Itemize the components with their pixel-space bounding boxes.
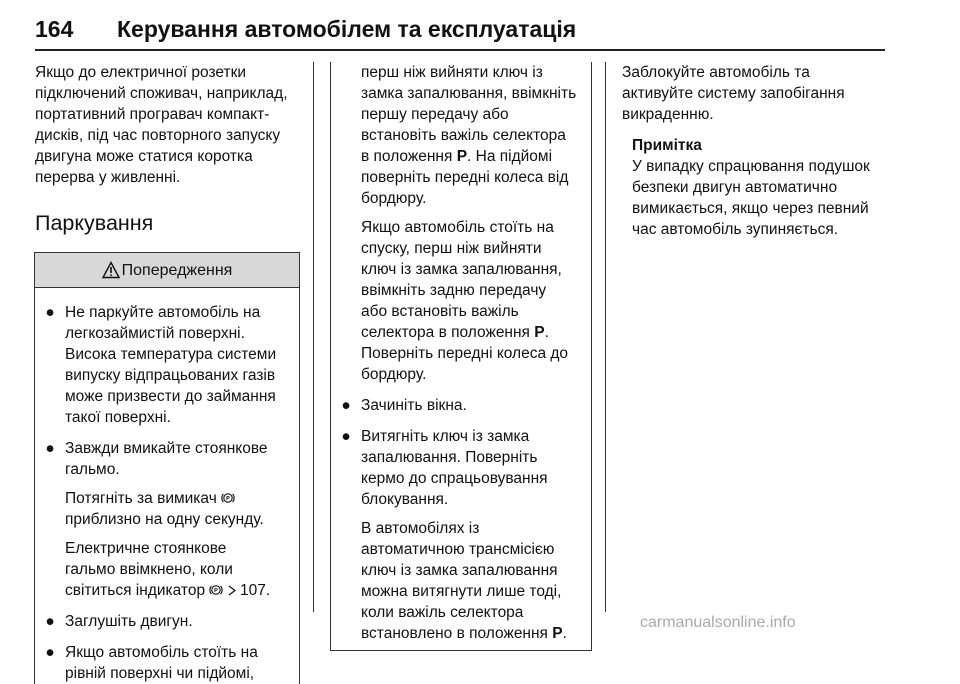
column-divider-right	[605, 62, 606, 612]
column-1	[35, 62, 300, 684]
parking-brake-icon	[221, 491, 235, 505]
list-item: ● Витягніть ключ із замка запалювання. Поверніть кермо до спрацьовування блокування. В автомобілях із автоматичною трансмісією ключ із замка запалювання можна витягнути лише тоді, коли важіль селектора встановлено в положення P.	[337, 426, 585, 644]
warning-title: Попередження	[121, 261, 233, 279]
warning-header	[35, 253, 299, 288]
note-body: У випадку спрацювання подушок безпеки двигун автоматично вимикається, якщо через певний час автомобіль зупиняється.	[632, 158, 870, 238]
list-item: ● Не паркуйте автомобіль на легкозаймистій поверхні. Висока температура системи випуску відпрацьованих газів може призвести до займання такої поверхні.	[41, 302, 293, 428]
list-item: ● Завжди вмикайте стоянкове гальмо. Потягніть за вимикач P приблизно на одну секунду. Електричне стоянкове гальмо ввімкнено, коли світиться індикатор P 107.	[41, 438, 293, 601]
parking-brake-icon	[209, 583, 223, 597]
header-rule	[35, 49, 885, 51]
bullet-icon: ●	[45, 644, 55, 661]
bullet-icon: ●	[341, 428, 351, 445]
warning-continuation: перш ніж вийняти ключ із замка запалювання, ввімкніть першу передачу або встановіть важіль селектора в положення P. На підйомі поверніть передні колеса від бордюру. Якщо автомобіль стоїть на спуску, перш ніж вийняти ключ із замка запалювання, ввімкніть задню передачу або встановіть важіль селектора в положення P. Поверніть передні колеса до бордюру.	[361, 64, 577, 383]
warning-body	[35, 288, 299, 684]
page-header	[35, 16, 885, 50]
intro-paragraph: Заблокуйте автомобіль та активуйте систему запобігання викраденню.	[622, 64, 845, 123]
column-2	[331, 62, 591, 651]
bullet-icon: ●	[341, 397, 351, 414]
page-title: Керування автомобілем та експлуатація	[117, 16, 577, 42]
svg-text:P: P	[226, 496, 230, 503]
list-item: ● Зачиніть вікна.	[337, 395, 585, 416]
intro-paragraph: Якщо до електричної розетки підключений споживач, наприклад, портативний програвач компакт- дисків, під час повторного запуску двигуна може статися коротка перерва у живленні.	[35, 64, 288, 186]
list-item: ● Якщо автомобіль стоїть на рівній поверхні чи підйомі,	[41, 642, 293, 684]
column-3	[622, 62, 892, 240]
bullet-icon: ●	[45, 304, 55, 321]
bullet-icon: ●	[45, 440, 55, 457]
list-item: ● Заглушіть двигун.	[41, 611, 293, 632]
note-title: Примітка	[632, 137, 702, 154]
warning-box-continued	[330, 62, 592, 651]
watermark: carmanualsonline.info	[640, 614, 796, 631]
section-heading: Паркування	[35, 211, 154, 235]
page-reference[interactable]: 107.	[240, 582, 271, 599]
svg-text:P: P	[214, 588, 219, 595]
warning-box	[34, 252, 300, 684]
page-reference-arrow-icon	[228, 585, 236, 596]
bullet-icon: ●	[45, 613, 55, 630]
page-number: 164	[35, 16, 74, 42]
warning-triangle-icon	[102, 261, 120, 279]
column-divider-left	[313, 62, 314, 612]
